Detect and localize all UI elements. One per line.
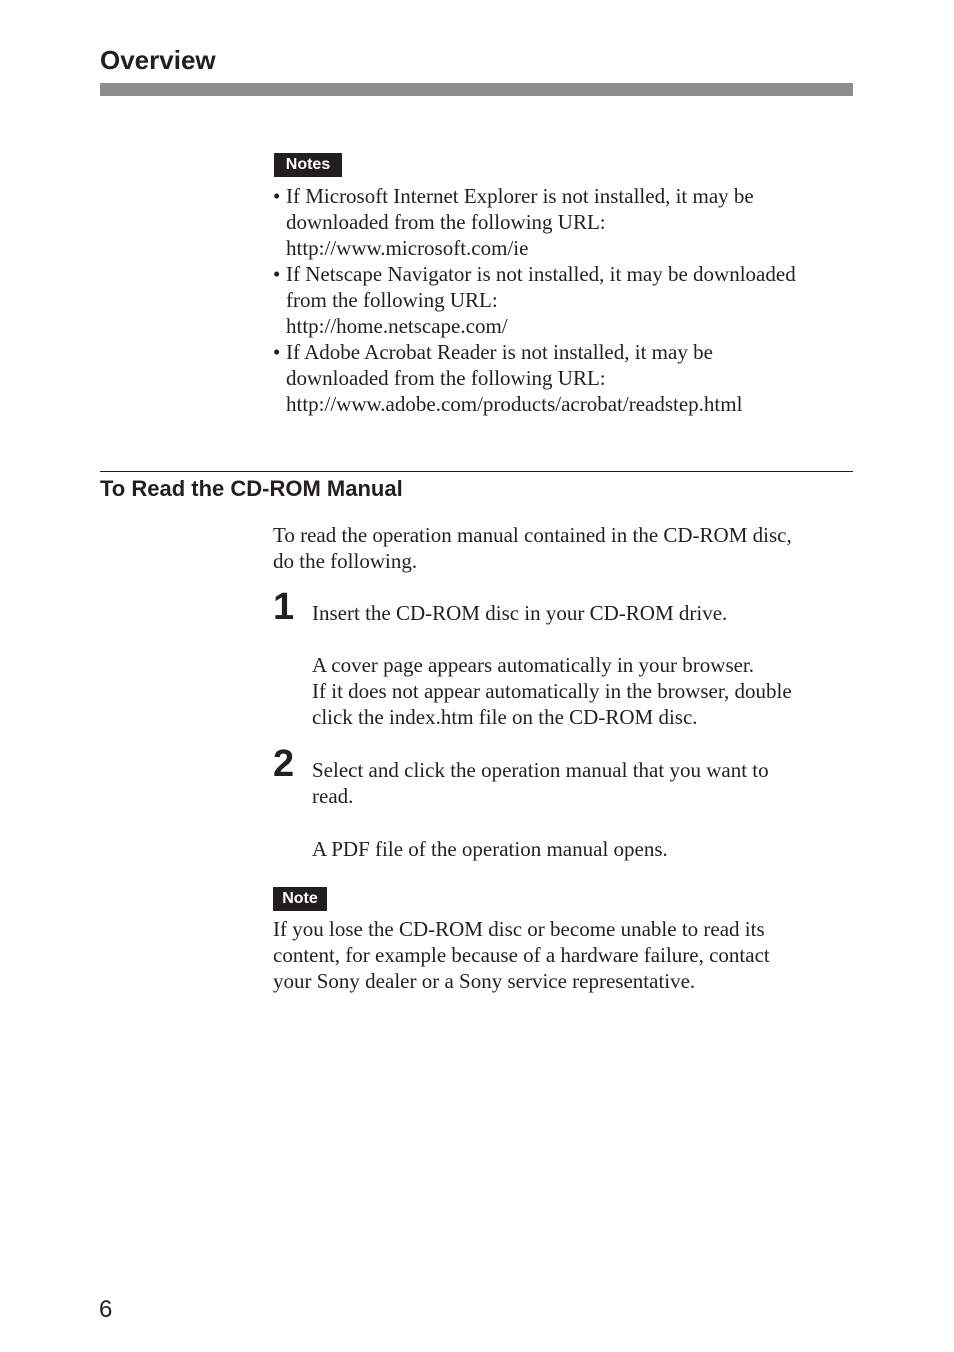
notes-label: Notes: [274, 153, 342, 177]
step-2-instruction: [312, 757, 769, 809]
note-url: http://www.microsoft.com/ie: [286, 236, 529, 260]
note-text: from the following URL:: [286, 288, 498, 312]
note-text: If Adobe Acrobat Reader is not installed, it may be: [286, 340, 713, 364]
bullet: •: [273, 184, 281, 208]
result-line: click the index.htm file on the CD-ROM disc.: [312, 705, 698, 729]
step-1-instruction: [312, 600, 727, 626]
step-1-result: [312, 652, 792, 730]
step-2-result: [312, 836, 668, 862]
note-text: If Microsoft Internet Explorer is not installed, it may be: [286, 184, 754, 208]
result-line: A PDF file of the operation manual opens.: [312, 837, 668, 861]
intro-line: To read the operation manual contained in the CD-ROM disc,: [273, 523, 792, 547]
notes-list: [273, 183, 853, 417]
result-line: A cover page appears automatically in your browser.: [312, 653, 755, 677]
note-line: If you lose the CD-ROM disc or become unable to read its: [273, 917, 765, 941]
page-number: 6: [99, 1296, 113, 1323]
note-text: downloaded from the following URL:: [286, 366, 606, 390]
subsection-title: To Read the CD-ROM Manual: [100, 476, 403, 501]
bullet: •: [273, 340, 281, 364]
note-text: If Netscape Navigator is not installed, it may be downloaded: [286, 262, 796, 286]
note-url: http://home.netscape.com/: [286, 314, 508, 338]
bullet: •: [273, 262, 281, 286]
note-item-ie: [273, 183, 853, 261]
title-divider-bar: [100, 83, 853, 96]
note-label: Note: [273, 887, 327, 911]
result-line: If it does not appear automatically in the browser, double: [312, 679, 792, 703]
note-line: your Sony dealer or a Sony service representative.: [273, 969, 696, 993]
instruction-line: read.: [312, 784, 354, 808]
instruction-line: Select and click the operation manual that you want to: [312, 758, 769, 782]
note-paragraph: [273, 916, 770, 994]
page-section-title: Overview: [100, 45, 216, 75]
instruction-line: Insert the CD-ROM disc in your CD-ROM drive.: [312, 601, 728, 625]
note-item-netscape: [273, 261, 853, 339]
intro-line: do the following.: [273, 549, 418, 573]
intro-paragraph: [273, 522, 792, 574]
step-2-number: 2: [273, 743, 295, 785]
note-text: downloaded from the following URL:: [286, 210, 606, 234]
step-1-number: 1: [273, 586, 295, 628]
note-item-acrobat: [273, 339, 853, 417]
note-line: content, for example because of a hardware failure, contact: [273, 943, 770, 967]
note-url: http://www.adobe.com/products/acrobat/readstep.html: [286, 392, 743, 416]
section-rule: [100, 471, 853, 472]
